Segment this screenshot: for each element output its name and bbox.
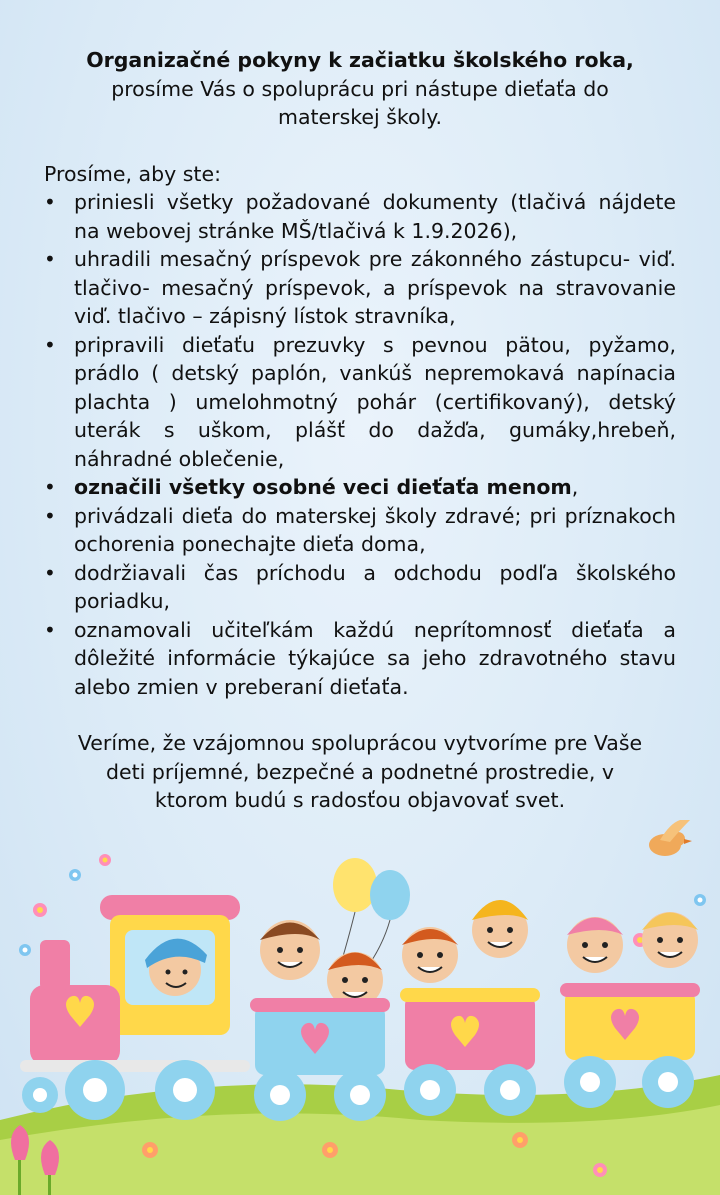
list-item: • pripravili dieťaťu prezuvky s pevnou pätou, pyžamo, prádlo ( detský paplón, vankúš nepremokavá napínacia plachta ) umelohmotný pohár (certifikovaný), detský uterák s uškom, plášť do dažďa, gumáky,hrebeň, náhradné oblečenie, [44,331,676,474]
heading-line-3: materskej školy. [277,105,443,129]
bird-icon [649,820,692,856]
list-item: • priniesli všetky požadované dokumenty (tlačivá nájdete na webovej stránke MŠ/tlačivá k 1.9.2026), [44,188,676,245]
wagon [400,900,540,1116]
list-item: • označili všetky osobné veci dieťaťa menom, [44,473,676,502]
locomotive [20,895,250,1120]
closing-line-1: Veríme, že vzájomnou spoluprácou vytvoríme pre Vaše [77,731,643,755]
document-body [44,46,676,835]
wagon [560,912,700,1108]
list-item: • oznamovali učiteľkám každú neprítomnosť dieťaťa a dôležité informácie týkajúce sa jeho zdravotného stavu alebo zmien v preberaní dieťaťa. [44,616,676,702]
list-item: • uhradili mesačný príspevok pre zákonného zástupcu- viď. tlačivo- mesačný príspevok, a príspevok na stravovanie viď. tlačivo – zápisný lístok stravníka, [44,245,676,331]
document-heading [44,46,676,132]
closing-line-2: deti príjemné, bezpečné a podnetné prostredie, v [105,759,615,784]
list-item: • dodržiavali čas príchodu a odchodu podľa školského poriadku, [44,559,676,616]
instructions-list [44,188,676,701]
train-illustration [0,820,720,1195]
closing-text [44,729,676,815]
intro-text: Prosíme, aby ste: [44,161,221,186]
closing-line-3: ktorom budú s radosťou objavovať svet. [154,788,566,812]
list-item: • privádzali dieťa do materskej školy zdravé; pri príznakoch ochorenia ponechajte dieťa doma, [44,502,676,559]
heading-title: Organizačné pokyny k začiatku školského roka, [86,48,634,72]
heading-line-2: prosíme Vás o spoluprácu pri nástupe dieťaťa do [111,76,609,101]
list-item-bold: označili všetky osobné veci dieťaťa menom [74,475,572,499]
